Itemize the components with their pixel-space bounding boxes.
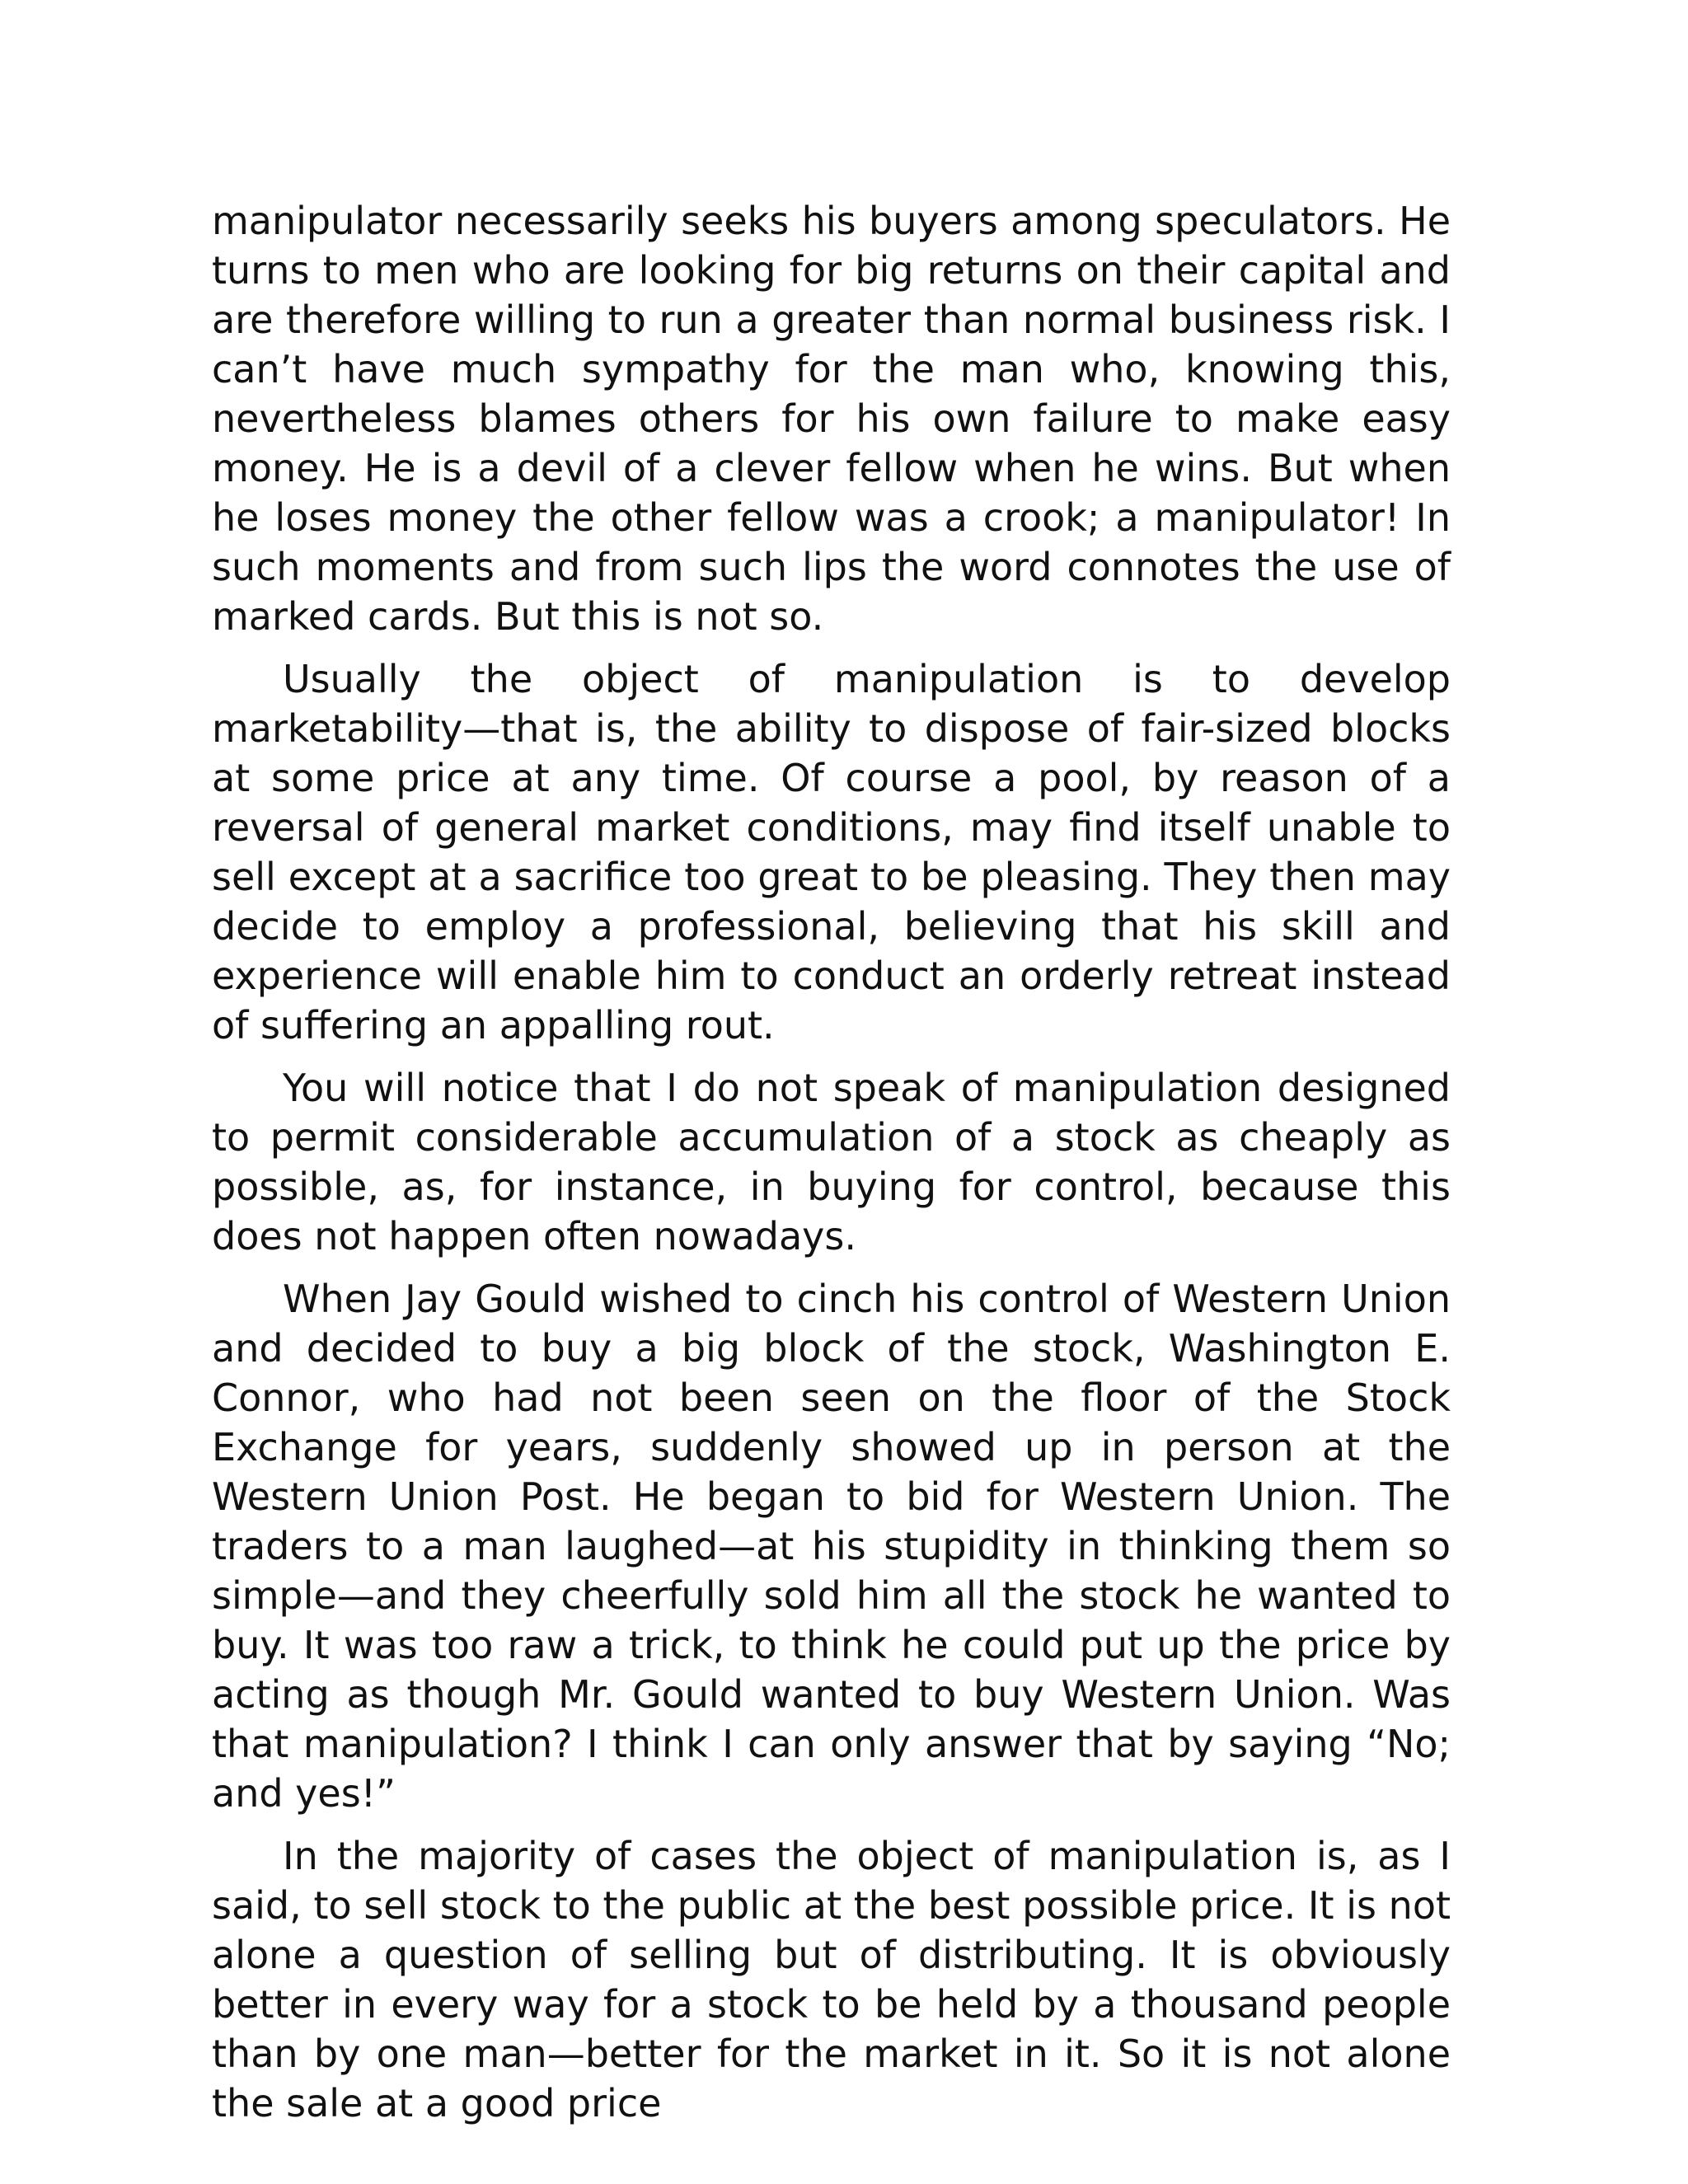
- paragraph-distribution: In the majority of cases the object of manipulation is, as I said, to sell stock to the public at the best possible price. It is not alone a question of selling but of distributing. It is obviously better in every way for a stock to be held by a thousand people than by one man—better for the market in it. So it is not alone the sale at a good price: [212, 1834, 1451, 2125]
- paragraph-jay-gould: When Jay Gould wished to cinch his control of Western Union and decided to buy a big block of the stock, Washington E. Connor, who had not been seen on the floor of the Stock Exchange for years, suddenly showed up in person at the Western Union Post. He began to bid for Western Union. The traders to a man laughed—at his stupidity in thinking them so simple—and they cheerfully sold him all the stock he wanted to buy. It was too raw a trick, to think he could put up the price by acting as though Mr. Gould wanted to buy Western Union. Was that manipulation? I think I can only answer that by saying “No; and yes!”: [212, 1277, 1451, 1816]
- book-page: [212, 196, 1451, 2141]
- paragraph-accumulation: You will notice that I do not speak of manipulation designed to permit considerable accumulation of a stock as cheaply as possible, as, for instance, in buying for control, because this does not happen often nowadays.: [212, 1066, 1451, 1258]
- paragraph-marketability: Usually the object of manipulation is to develop marketability—that is, the ability to dispose of fair-sized blocks at some price at any time. Of course a pool, by reason of a reversal of general market conditions, may find itself unable to sell except at a sacrifice too great to be pleasing. They then may decide to employ a professional, believing that his skill and experience will enable him to conduct an orderly retreat instead of suffering an appalling rout.: [212, 657, 1451, 1047]
- paragraph-continued: manipulator necessarily seeks his buyers among speculators. He turns to men who are looking for big returns on their capital and are therefore willing to run a greater than normal business risk. I can’t have much sympathy for the man who, knowing this, nevertheless blames others for his own failure to make easy money. He is a devil of a clever fellow when he wins. But when he loses money the other fellow was a crook; a manipulator! In such moments and from such lips the word connotes the use of marked cards. But this is not so.: [212, 199, 1451, 639]
